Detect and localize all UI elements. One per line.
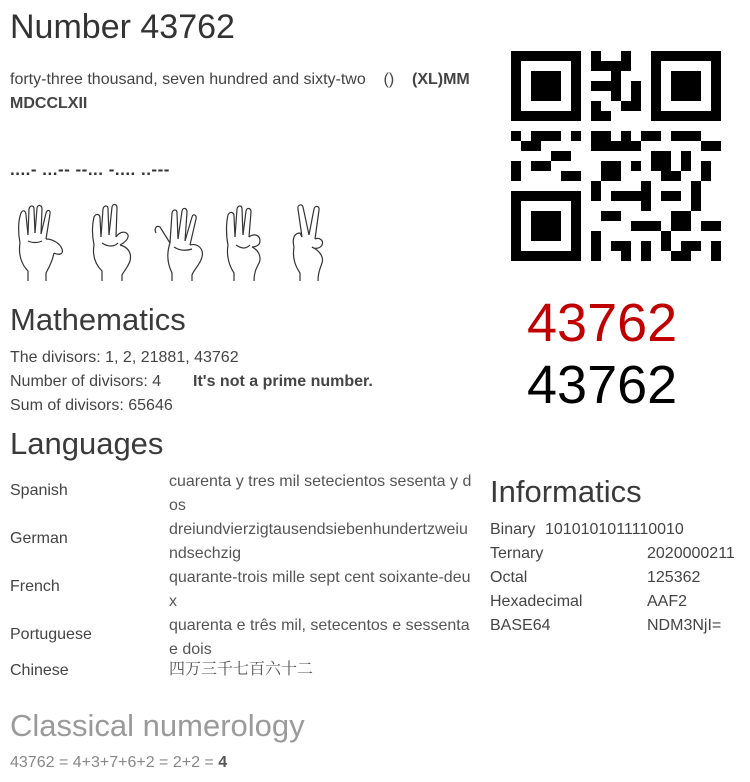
prime-status: It's not a prime number. <box>193 373 373 390</box>
numerology-heading: Classical numerology <box>10 708 305 743</box>
language-value: quarenta e três mil, setecentos e sessenta e dois <box>169 617 470 658</box>
informatics-value: 2020000211 <box>647 545 735 562</box>
informatics-label: Binary <box>490 521 536 538</box>
hand-seven-icon <box>152 203 208 281</box>
informatics-row-base64 <box>490 614 745 638</box>
hand-two-icon <box>284 203 340 281</box>
informatics-row-binary <box>490 518 745 542</box>
informatics-label: Hexadecimal <box>490 593 583 610</box>
hand-six-icon <box>216 203 272 281</box>
hand-three-icon <box>84 203 140 281</box>
language-value: quarante-trois mille sept cent soixante-deux <box>169 569 471 610</box>
informatics-value: 125362 <box>647 569 701 586</box>
number-display-red: 43762 <box>527 293 678 353</box>
language-value: 四万三千七百六十二 <box>169 661 314 678</box>
divisor-sum: Sum of divisors: 65646 <box>10 397 173 414</box>
language-name: Spanish <box>10 482 68 499</box>
roman-numeral-part2: MDCCLXII <box>10 95 88 112</box>
informatics-value: AAF2 <box>647 593 688 610</box>
numerology-result: 4 <box>218 754 228 771</box>
language-name: French <box>10 578 60 595</box>
informatics-value: 1010101011110010 <box>545 521 684 538</box>
language-name: German <box>10 530 68 547</box>
informatics-label: BASE64 <box>490 617 551 634</box>
words-english: forty-three thousand, seven hundred and sixty-two <box>10 71 366 88</box>
informatics-row-hexadecimal <box>490 590 745 614</box>
language-value: cuarenta y tres mil setecientos sesenta y dos <box>169 473 472 514</box>
informatics-row-ternary <box>490 542 745 566</box>
number-words <box>10 68 480 116</box>
words-paren: () <box>383 71 395 88</box>
roman-numeral-part1: (XL)MM <box>411 71 470 88</box>
mathematics-heading: Mathematics <box>10 302 186 337</box>
qr-code-icon <box>511 51 721 261</box>
hand-signs-image <box>12 203 332 281</box>
numerology-formula <box>10 754 227 772</box>
informatics-row-octal <box>490 566 745 590</box>
informatics-heading: Informatics <box>490 474 642 509</box>
informatics-label: Ternary <box>490 545 544 562</box>
language-value: dreiundvierzigtausendsiebenhundertzweiundsechzig <box>169 521 468 562</box>
informatics-label: Octal <box>490 569 528 586</box>
languages-heading: Languages <box>10 426 164 461</box>
number-display-black: 43762 <box>527 355 678 415</box>
morse-code: ....- ...-- --... -.... ..--- <box>10 160 170 179</box>
hand-four-icon <box>12 203 68 281</box>
numerology-expression: 43762 = 4+3+7+6+2 = 2+2 = <box>10 754 219 771</box>
page-title: Number 43762 <box>10 8 235 46</box>
informatics-value: NDM3NjI= <box>647 617 722 634</box>
language-name: Portuguese <box>10 626 92 643</box>
divisor-count: Number of divisors: 4 <box>10 373 162 390</box>
divisors-list: The divisors: 1, 2, 21881, 43762 <box>10 349 239 366</box>
language-name: Chinese <box>10 662 69 679</box>
